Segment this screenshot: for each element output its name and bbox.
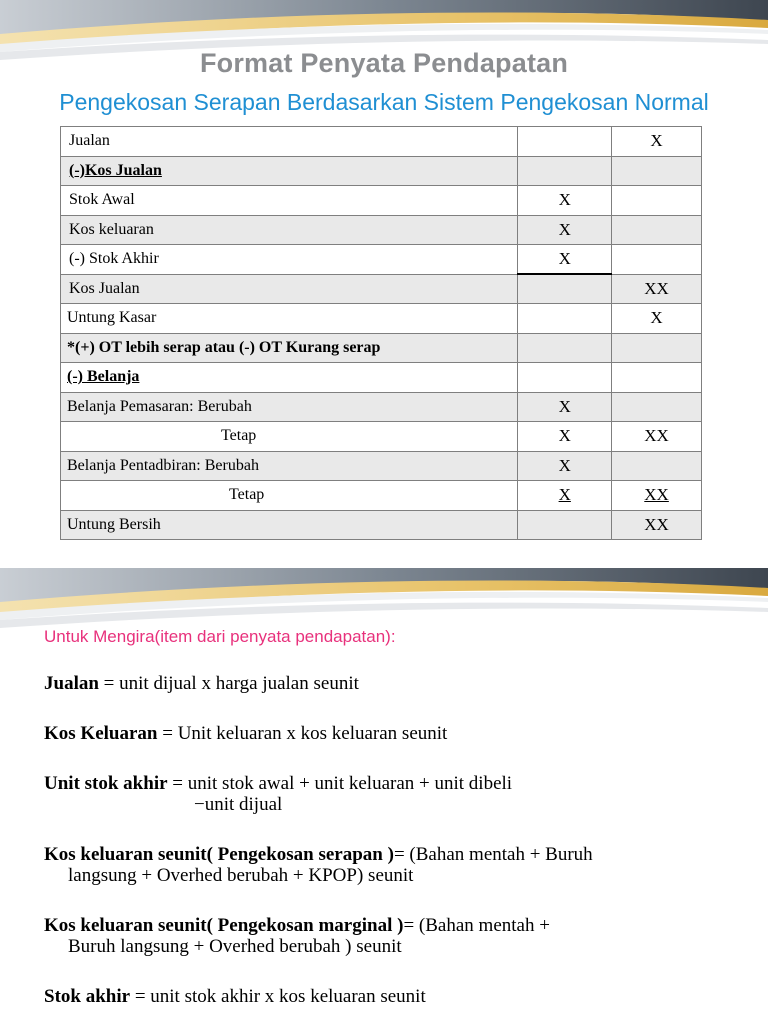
formula-rest: = unit stok awal + unit keluaran + unit dibeli [167, 773, 513, 794]
table-row [61, 510, 702, 540]
row-col3: XX [612, 510, 702, 540]
formula-intro: Untuk Mengira(item dari penyata pendapatan): [44, 627, 396, 646]
row-label: Tetap [61, 422, 518, 452]
row-col3: XX [612, 422, 702, 452]
table-row [61, 304, 702, 334]
row-label: (-) Stok Akhir [61, 245, 518, 275]
table-row [61, 127, 702, 157]
row-col2 [518, 510, 612, 540]
formula-item [44, 986, 744, 1007]
table-row [61, 451, 702, 481]
table-row [61, 186, 702, 216]
table-row [61, 363, 702, 393]
row-col2: X [518, 186, 612, 216]
row-col2 [518, 333, 612, 363]
slide-title: Format Penyata Pendapatan [199, 48, 569, 78]
formula-rest: = (Bahan mentah + [403, 915, 550, 936]
row-label: Jualan [61, 127, 518, 157]
table-row [61, 481, 702, 511]
formula-continuation: −unit dijual [194, 794, 283, 815]
table-row [61, 245, 702, 275]
formula-rest: = Unit keluaran x kos keluaran seunit [157, 723, 448, 744]
row-label: (-) Belanja [61, 363, 518, 393]
table-row [61, 333, 702, 363]
row-label: Stok Awal [61, 186, 518, 216]
row-col2: X [518, 245, 612, 275]
formula-item [44, 673, 744, 694]
row-col3 [612, 215, 702, 245]
slide-subtitle: Pengekosan Serapan Berdasarkan Sistem Pengekosan Normal [59, 89, 709, 115]
formula-key: Kos keluaran seunit( Pengekosan serapan ) [44, 844, 394, 865]
row-col2 [518, 127, 612, 157]
formula-item [44, 773, 744, 815]
row-label: Kos keluaran [61, 215, 518, 245]
row-col3 [612, 186, 702, 216]
row-col3 [612, 363, 702, 393]
table-row [61, 156, 702, 186]
row-label: Belanja Pemasaran: Berubah [61, 392, 518, 422]
formula-rest: = unit stok akhir x kos keluaran seunit [130, 986, 426, 1007]
row-label: Belanja Pentadbiran: Berubah [61, 451, 518, 481]
row-col2: X [518, 215, 612, 245]
row-col2: X [518, 481, 612, 511]
formula-item [44, 723, 744, 744]
formula-rest: = unit dijual x harga jualan seunit [98, 673, 359, 694]
row-label: Untung Kasar [61, 304, 518, 334]
row-col3 [612, 245, 702, 275]
table-row [61, 392, 702, 422]
table-row [61, 274, 702, 304]
formula-key: Kos keluaran seunit( Pengekosan marginal ) [44, 915, 404, 936]
row-col2 [518, 156, 612, 186]
row-col2: X [518, 422, 612, 452]
formula-continuation: langsung + Overhed berubah + KPOP) seunit [68, 865, 414, 886]
row-col2: X [518, 451, 612, 481]
row-label: (-)Kos Jualan [61, 156, 518, 186]
row-col2 [518, 304, 612, 334]
formula-key: Kos Keluaran [44, 723, 158, 744]
slide-calculation-formulas [0, 568, 768, 1024]
row-label: *(+) OT lebih serap atau (-) OT Kurang serap [61, 333, 518, 363]
formula-rest: = (Bahan mentah + Buruh [393, 844, 593, 865]
formula-key: Jualan [44, 673, 99, 694]
formula-continuation: Buruh langsung + Overhed berubah ) seunit [68, 936, 402, 957]
row-col3 [612, 156, 702, 186]
income-statement-table [60, 126, 702, 540]
row-col2: X [518, 392, 612, 422]
row-label: Untung Bersih [61, 510, 518, 540]
formula-key: Unit stok akhir [44, 773, 168, 794]
row-col2 [518, 274, 612, 304]
formula-key: Stok akhir [44, 986, 131, 1007]
formula-item [44, 915, 744, 957]
row-col3 [612, 392, 702, 422]
row-col3: XX [612, 274, 702, 304]
row-col3: X [612, 304, 702, 334]
row-col3: XX [612, 481, 702, 511]
row-col2 [518, 363, 612, 393]
formula-item [44, 844, 744, 886]
row-col3: X [612, 127, 702, 157]
formula-list [44, 627, 744, 1024]
table-row [61, 215, 702, 245]
table-row [61, 422, 702, 452]
row-col3 [612, 451, 702, 481]
row-label: Tetap [61, 481, 518, 511]
row-col3 [612, 333, 702, 363]
row-label: Kos Jualan [61, 274, 518, 304]
